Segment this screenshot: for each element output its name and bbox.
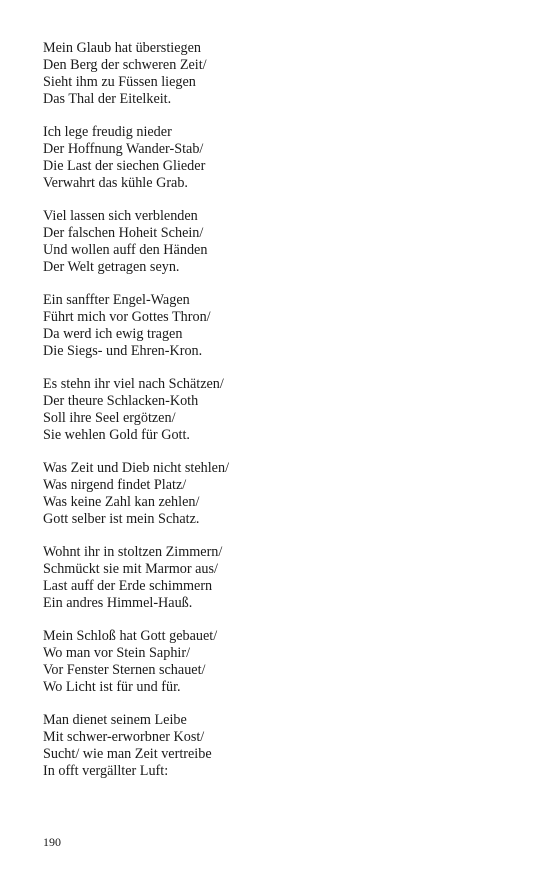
poem-body [43,40,503,796]
verse-line: Den Berg der schweren Zeit/ [43,57,207,73]
verse-line: Wo man vor Stein Saphir/ [43,645,191,661]
verse-line: Der theure Schlacken-Koth [43,393,199,409]
verse-line: Was Zeit und Dieb nicht stehlen/ [43,460,230,476]
verse-line: Mein Glaub hat überstiegen [43,40,201,56]
stanza-3 [43,208,503,276]
verse-line: Man dienet seinem Leibe [43,712,187,728]
verse-line: Vor Fenster Sternen schauet/ [43,662,206,678]
verse-line: Soll ihre Seel ergötzen/ [43,410,176,426]
stanza-5 [43,376,503,444]
stanza-7 [43,544,503,612]
verse-line: Schmückt sie mit Marmor aus/ [43,561,218,577]
verse-line: Der falschen Hoheit Schein/ [43,225,204,241]
verse-line: Es stehn ihr viel nach Schätzen/ [43,376,224,392]
verse-line: Sucht/ wie man Zeit vertreibe [43,746,212,762]
verse-line: Was keine Zahl kan zehlen/ [43,494,200,510]
stanza-6 [43,460,503,528]
verse-line: Die Siegs- und Ehren-Kron. [43,343,203,359]
stanza-2 [43,124,503,192]
verse-line: Führt mich vor Gottes Thron/ [43,309,211,325]
verse-line: Viel lassen sich verblenden [43,208,198,224]
verse-line: Und wollen auff den Händen [43,242,208,258]
verse-line: Mein Schloß hat Gott gebauet/ [43,628,218,644]
verse-line: Was nirgend findet Platz/ [43,477,187,493]
verse-line: Sie wehlen Gold für Gott. [43,427,190,443]
stanza-8 [43,628,503,696]
verse-line: Ein sanffter Engel-Wagen [43,292,190,308]
verse-line: Wo Licht ist für und für. [43,679,181,695]
verse-line: Die Last der siechen Glieder [43,158,206,174]
stanza-1 [43,40,503,108]
verse-line: In offt vergällter Luft: [43,763,169,779]
verse-line: Der Hoffnung Wander-Stab/ [43,141,204,157]
verse-line: Ich lege freudig nieder [43,124,172,140]
stanza-4 [43,292,503,360]
verse-line: Das Thal der Eitelkeit. [43,91,172,107]
stanza-9 [43,712,503,780]
verse-line: Ein andres Himmel-Hauß. [43,595,193,611]
verse-line: Da werd ich ewig tragen [43,326,183,342]
verse-line: Wohnt ihr in stoltzen Zimmern/ [43,544,223,560]
verse-line: Mit schwer-erworbner Kost/ [43,729,205,745]
verse-line: Gott selber ist mein Schatz. [43,511,200,527]
verse-line: Last auff der Erde schimmern [43,578,213,594]
verse-line: Der Welt getragen seyn. [43,259,180,275]
verse-line: Sieht ihm zu Füssen liegen [43,74,196,90]
verse-line: Verwahrt das kühle Grab. [43,175,188,191]
page-number: 190 [43,835,61,849]
